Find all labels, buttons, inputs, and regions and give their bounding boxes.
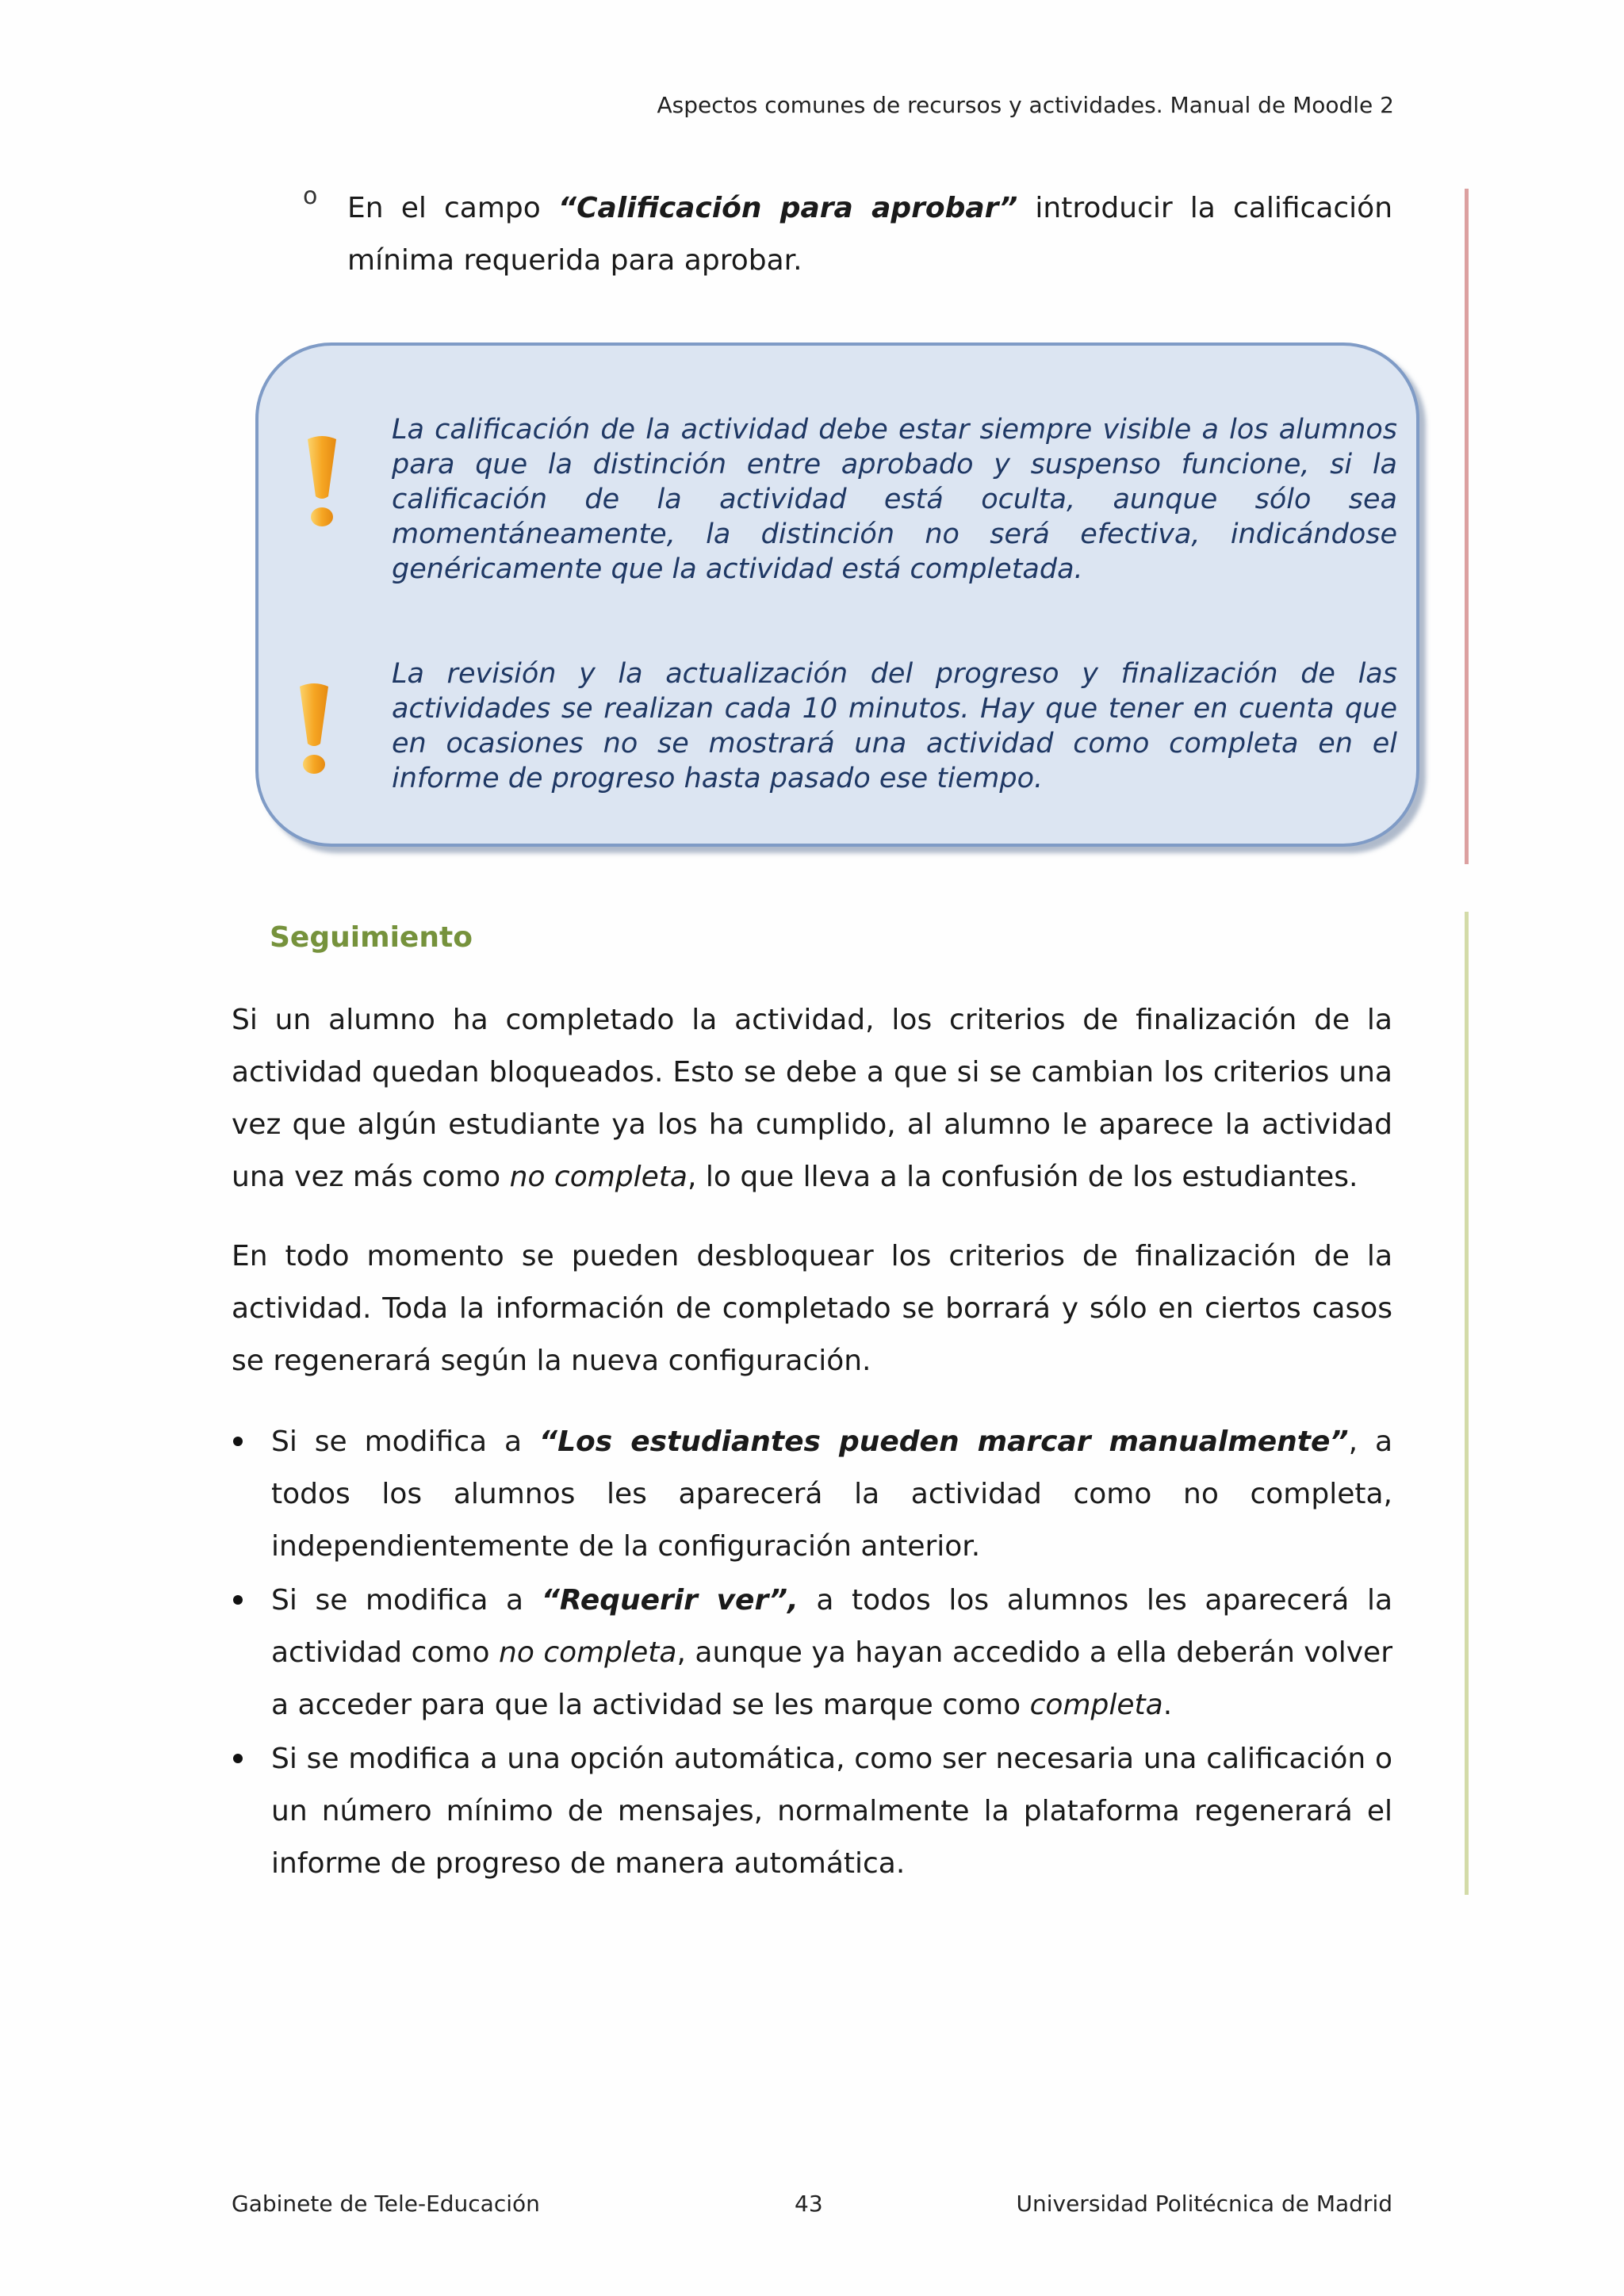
list-item <box>232 1733 1392 1890</box>
field-name-emphasis: “Calificación para aprobar” <box>557 192 1018 224</box>
sub-bullet-item <box>303 182 1393 287</box>
bullet-text: a todos los alumnos les aparecerá la actividad como <box>271 1584 1393 1669</box>
sub-bullet-text <box>347 182 1392 287</box>
exclamation-warning-icon <box>297 682 331 777</box>
bullet-text-end: . <box>1162 1689 1173 1721</box>
para1-italic: no completa <box>509 1161 688 1193</box>
para1-text-end: , lo que lleva a la confusión de los estudiantes. <box>687 1161 1358 1193</box>
note-text-progress-update: La revisión y la actualización del progreso y finalización de las actividades se realizan cada 10 minutos. Hay que tener en cuenta que en ocasiones no se mostrará una actividad como completa en el informe de progreso hasta pasado ese tiempo. <box>392 658 1397 794</box>
footer-organization: Gabinete de Tele-Educación <box>232 2191 540 2217</box>
bullet-suffix: , a todos los alumnos les aparecerá la actividad como no completa, independientemente de la configuración anterior. <box>271 1425 1393 1563</box>
bullet-italic: completa <box>1029 1689 1163 1721</box>
list-item <box>232 1416 1392 1573</box>
bullet-emphasis: “Los estudiantes pueden marcar manualmente” <box>538 1425 1349 1458</box>
sub-bullet-prefix: En el campo <box>347 192 558 224</box>
bullet-text: , aunque ya hayan accedido a ella deberán volver a acceder para que la actividad se les marque como <box>271 1636 1393 1721</box>
bullet-dot <box>233 1754 243 1763</box>
section-heading: Seguimiento <box>270 921 473 954</box>
bullet-text: Si se modifica a una opción automática, como ser necesaria una calificación o un número mínimo de mensajes, normalmente la plataforma regenerará el informe de progreso de manera automática. <box>271 1743 1392 1880</box>
para1-text: Si un alumno ha completado la actividad, los criterios de finalización de la actividad quedan bloqueados. Esto se debe a que si se cambian los criterios una vez que algún estudiante ya los ha cumplido, al alumno le aparece la actividad una vez más como <box>232 1004 1392 1193</box>
bullet-prefix: Si se modifica a <box>271 1425 539 1458</box>
running-header: Aspectos comunes de recursos y actividades. Manual de Moodle 2 <box>657 92 1394 118</box>
exclamation-warning-icon <box>304 434 339 530</box>
bullet-emphasis: “Requerir ver”, <box>541 1584 799 1617</box>
paragraph-unlock-criteria: En todo momento se pueden desbloquear los criterios de finalización de la actividad. Toda la información de completado se borrará y sólo en ciertos casos se regenerará según la nueva configuración. <box>232 1240 1392 1377</box>
footer-university: Universidad Politécnica de Madrid <box>1016 2191 1392 2217</box>
sub-bullet-suffix: introducir la calificación mínima requerida para aprobar. <box>347 192 1393 277</box>
bullet-dot <box>233 1595 243 1605</box>
revision-margin-bar-top <box>1465 189 1469 864</box>
list-item <box>232 1575 1392 1732</box>
revision-margin-bar-bottom <box>1465 912 1469 1895</box>
bullet-list <box>232 1416 1392 1892</box>
sub-bullet-marker: o <box>303 182 318 210</box>
bullet-prefix: Si se modifica a <box>271 1584 542 1617</box>
note-text-grade-visibility: La calificación de la actividad debe estar siempre visible a los alumnos para que la distinción entre aprobado y suspenso funcione, si la calificación de la actividad está oculta, aunque sólo sea momentáneamente, la distinción no será efectiva, indicándose genéricamente que la actividad está completada. <box>392 414 1397 585</box>
paragraph-locked-criteria <box>232 994 1392 1203</box>
bullet-italic: no completa <box>499 1636 677 1669</box>
bullet-dot <box>233 1437 243 1446</box>
page-number: 43 <box>795 2191 823 2217</box>
